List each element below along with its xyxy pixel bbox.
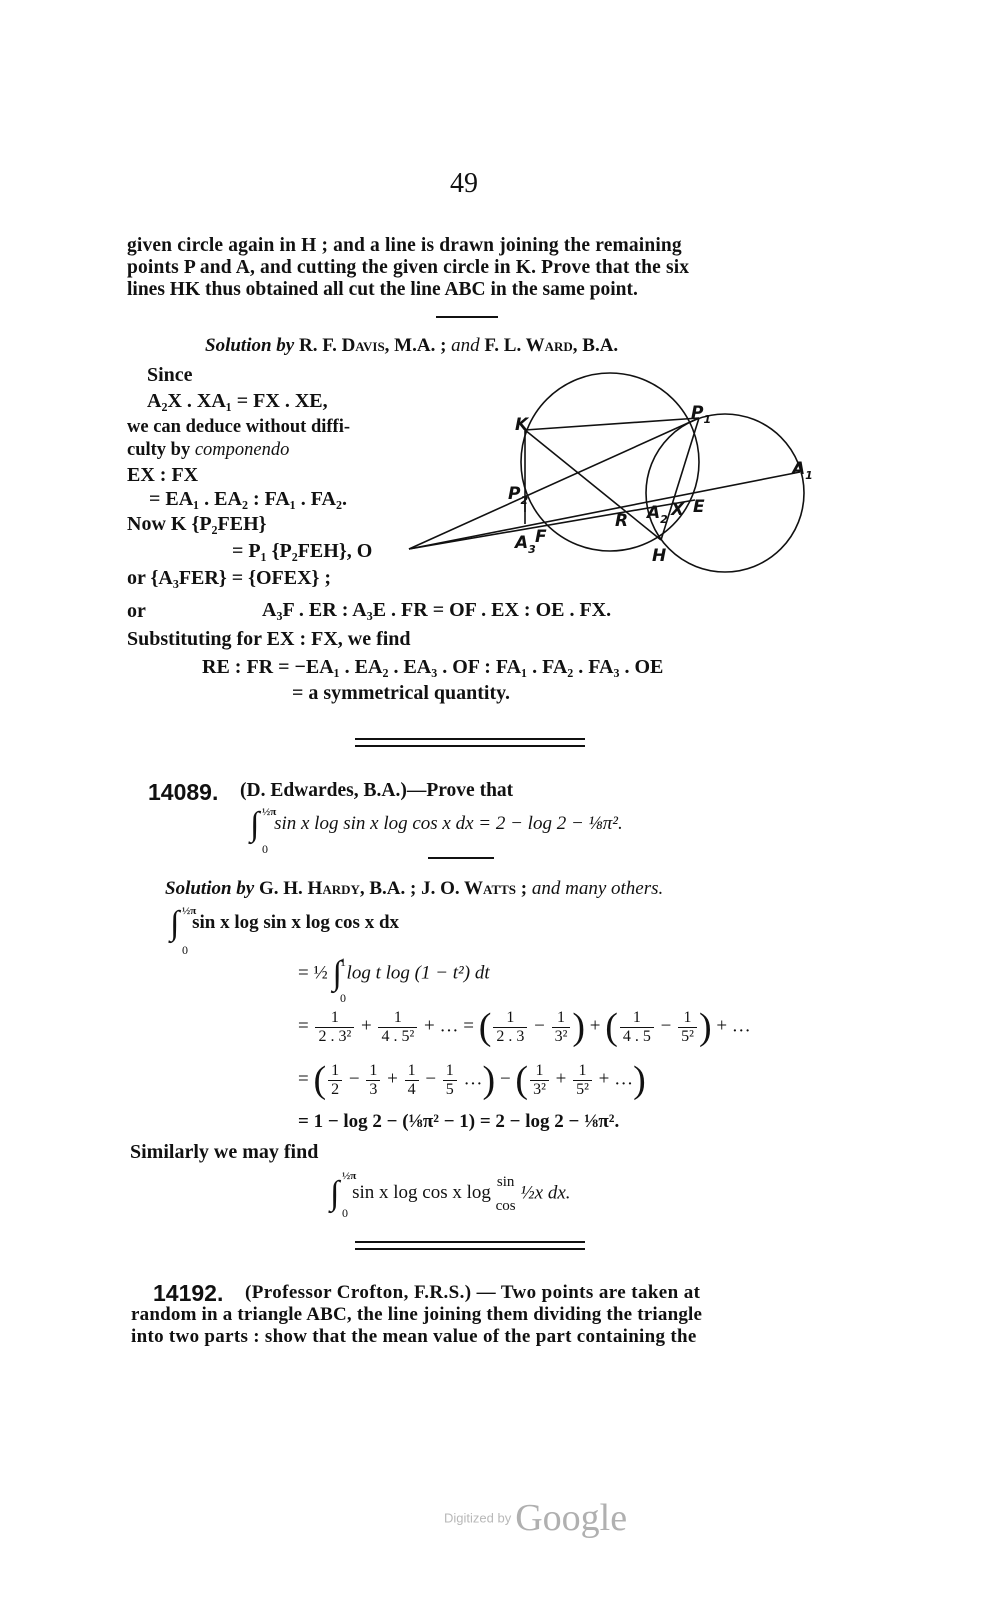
frac-3: $\frac{1}{2 . 3}$ (493, 1009, 527, 1046)
double-rule-1 (355, 738, 585, 747)
question-14192-line-1: (Professor Crofton, F.R.S.) — Two points are taken at (245, 1282, 701, 1303)
since-text: Since (147, 364, 193, 386)
intro-line-1: given circle again in H ; and a line is drawn joining the remaining (127, 235, 682, 256)
solution-2-byline (165, 878, 663, 900)
author-hardy: G. H. Hardy, B.A. ; (258, 878, 417, 899)
author-ward: F. L. Ward, B.A. (484, 335, 619, 356)
frac-2: $\frac{1}{\text{4 . 5²}}$ (378, 1009, 417, 1046)
label-A2: $A_2$ (647, 503, 668, 526)
question-14192-line-2: random in a triangle ABC, the line joining them dividing the triangle (131, 1304, 703, 1325)
series-dots-b: + … (598, 1068, 634, 1090)
question-14089-author: (D. Edwardes, B.A.)—Prove that (240, 780, 514, 801)
integral-lower-limit: 0 (262, 842, 268, 856)
label-P1: $P_1$ (691, 403, 712, 426)
integral-lower-4: 0 (342, 1206, 348, 1220)
short-rule-2 (428, 857, 494, 859)
solution-label: Solution by (205, 335, 295, 356)
large-circle (521, 373, 699, 551)
derivation-line-0 (170, 905, 400, 957)
integral-upper-2: ½π (182, 905, 197, 917)
series-dots-a: … (463, 1068, 483, 1090)
digitized-by-text: Digitized by (444, 1510, 512, 1526)
equation-5: RE : FR = −EA₁ . EA₂ . EA₃ . OF : FA₁ . FA₂ . FA₃ . OE (202, 656, 664, 678)
derivation-line-3: = ( $\frac{1}{2}$ − $\frac{1}{3}$ + $\frac{1}{4}$ − $\frac{1}{5}$ …) − ( $\frac{1}{\text{3²}}$ + $\frac{1}{\text{5²}}$ + …) (298, 1059, 646, 1101)
integral-sign-2: ∫ (170, 905, 180, 942)
label-A1: $A_1$ (792, 459, 813, 482)
google-logo: Google (515, 1497, 628, 1539)
label-R: R (615, 511, 629, 531)
label-E: E (693, 497, 705, 517)
question-14192-number: 14192. (153, 1280, 224, 1306)
or-line-2: or (127, 600, 146, 622)
solution-1-byline (205, 335, 618, 357)
equation-2: = EA₁ . EA₂ : FA₁ . FA₂. (149, 488, 347, 510)
and-many-others: and many others. (531, 878, 664, 899)
label-F: F (535, 527, 547, 547)
derivation-expr-0: sin x log sin x log cos x dx (192, 912, 400, 934)
series-tail: + … (716, 1015, 751, 1037)
integral-lower-3: 0 (340, 991, 346, 1005)
integral-sign-4: ∫ (330, 1175, 340, 1212)
frac-4: $\frac{1}{\text{3²}}$ (552, 1009, 571, 1046)
short-rule-1 (436, 316, 498, 318)
derivation-line-4: = 1 − log 2 − (⅛π² − 1) = 2 − log 2 − ⅛π². (298, 1111, 620, 1132)
double-rule-2 (355, 1241, 585, 1250)
equation-6: = a symmetrical quantity. (292, 682, 511, 704)
question-14089-number: 14089. (148, 779, 219, 805)
derivation-half: = ½ (298, 962, 328, 984)
label-H: H (652, 546, 667, 566)
derivation-line-1 (298, 955, 490, 1005)
derivation-line-2: = $\frac{1}{\text{2 . 3²}}$ + $\frac{1}{\text{4 . 5²}}$ + … = ( $\frac{1}{2 . 3}$ − $\frac{1}{\text{3²}}$ ) + ( $\frac{1}{4 . 5}$ − $\frac{1}{\text{5²}}$ ) + … (298, 1006, 751, 1048)
frac-6: $\frac{1}{\text{5²}}$ (678, 1009, 697, 1046)
equation-3: = P₁ {P₂FEH}, O (232, 540, 373, 562)
final-expr-pre: sin x log cos x log (352, 1182, 491, 1204)
label-A3: $A_3$ (515, 533, 536, 556)
integral-sign: ∫ (250, 806, 260, 843)
label-P2: $P_2$ (508, 484, 529, 507)
intro-line-2: points P and A, and cutting the given circle in K. Prove that the six (127, 257, 690, 278)
integral-expression: sin x log sin x log cos x dx = 2 − log 2 − ⅛π². (274, 813, 623, 835)
author-davis: R. F. Davis, M.A. ; (298, 335, 447, 356)
question-14192-line-3: into two parts : show that the mean value of the part containing the (131, 1326, 697, 1347)
frac-b2: $\frac{1}{\text{5²}}$ (573, 1062, 592, 1099)
and-word: and (451, 335, 480, 356)
equation-1: A₂X . XA₁ = FX . XE, (147, 390, 328, 412)
sin-over-cos: sin cos (495, 1174, 516, 1214)
frac-a1: $\frac{1}{2}$ (328, 1062, 342, 1099)
digitized-watermark (444, 1496, 627, 1540)
integral-upper-3: 1 (340, 955, 346, 969)
equation-4: A₃F . ER : A₃E . FR = OF . EX : OE . FX. (262, 599, 612, 621)
integral-upper-4: ½π (342, 1170, 357, 1182)
frac-1: $\frac{1}{\text{2 . 3²}}$ (315, 1009, 354, 1046)
label-K: K (515, 415, 529, 435)
deduce-line-2-text: culty by (127, 440, 191, 460)
or-line-1: or {A₃FER} = {OFEX} ; (127, 567, 332, 589)
derivation-expr-1: log t log (1 − t²) dt (346, 962, 490, 984)
componendo-word: componendo (194, 440, 290, 460)
line-K-P1 (525, 418, 699, 430)
series-equals: + … = (424, 1015, 474, 1037)
integral-sign-3: ∫ (332, 955, 342, 992)
deduce-line-2 (127, 439, 289, 461)
solution-label-2: Solution by (165, 878, 255, 899)
label-X: X (671, 500, 685, 520)
now-k-line: Now K {P₂FEH} (127, 513, 267, 535)
frac-a2: $\frac{1}{3}$ (366, 1062, 380, 1099)
question-14089-integral (250, 806, 623, 856)
frac-5: $\frac{1}{4 . 5}$ (620, 1009, 654, 1046)
final-integral (330, 1170, 571, 1218)
frac-a4: $\frac{1}{5}$ (443, 1062, 457, 1099)
frac-a3: $\frac{1}{4}$ (405, 1062, 419, 1099)
author-watts: J. O. Watts ; (421, 878, 528, 899)
small-circle (646, 414, 804, 572)
final-expr-post: ½x dx. (520, 1182, 571, 1204)
integral-lower-2: 0 (182, 943, 188, 957)
deduce-line-1: we can deduce without diffi- (127, 417, 351, 437)
geometry-diagram (395, 362, 815, 582)
integral-upper-limit: ½π (262, 806, 277, 818)
similarly-text: Similarly we may find (130, 1141, 319, 1163)
page-number: 49 (450, 168, 478, 199)
ex-fx-ratio: EX : FX (127, 464, 199, 486)
intro-line-3: lines HK thus obtained all cut the line ABC in the same point. (127, 279, 638, 300)
line-O-A1 (409, 472, 800, 549)
frac-b1: $\frac{1}{\text{3²}}$ (530, 1062, 549, 1099)
substituting-line: Substituting for EX : FX, we find (127, 628, 411, 650)
